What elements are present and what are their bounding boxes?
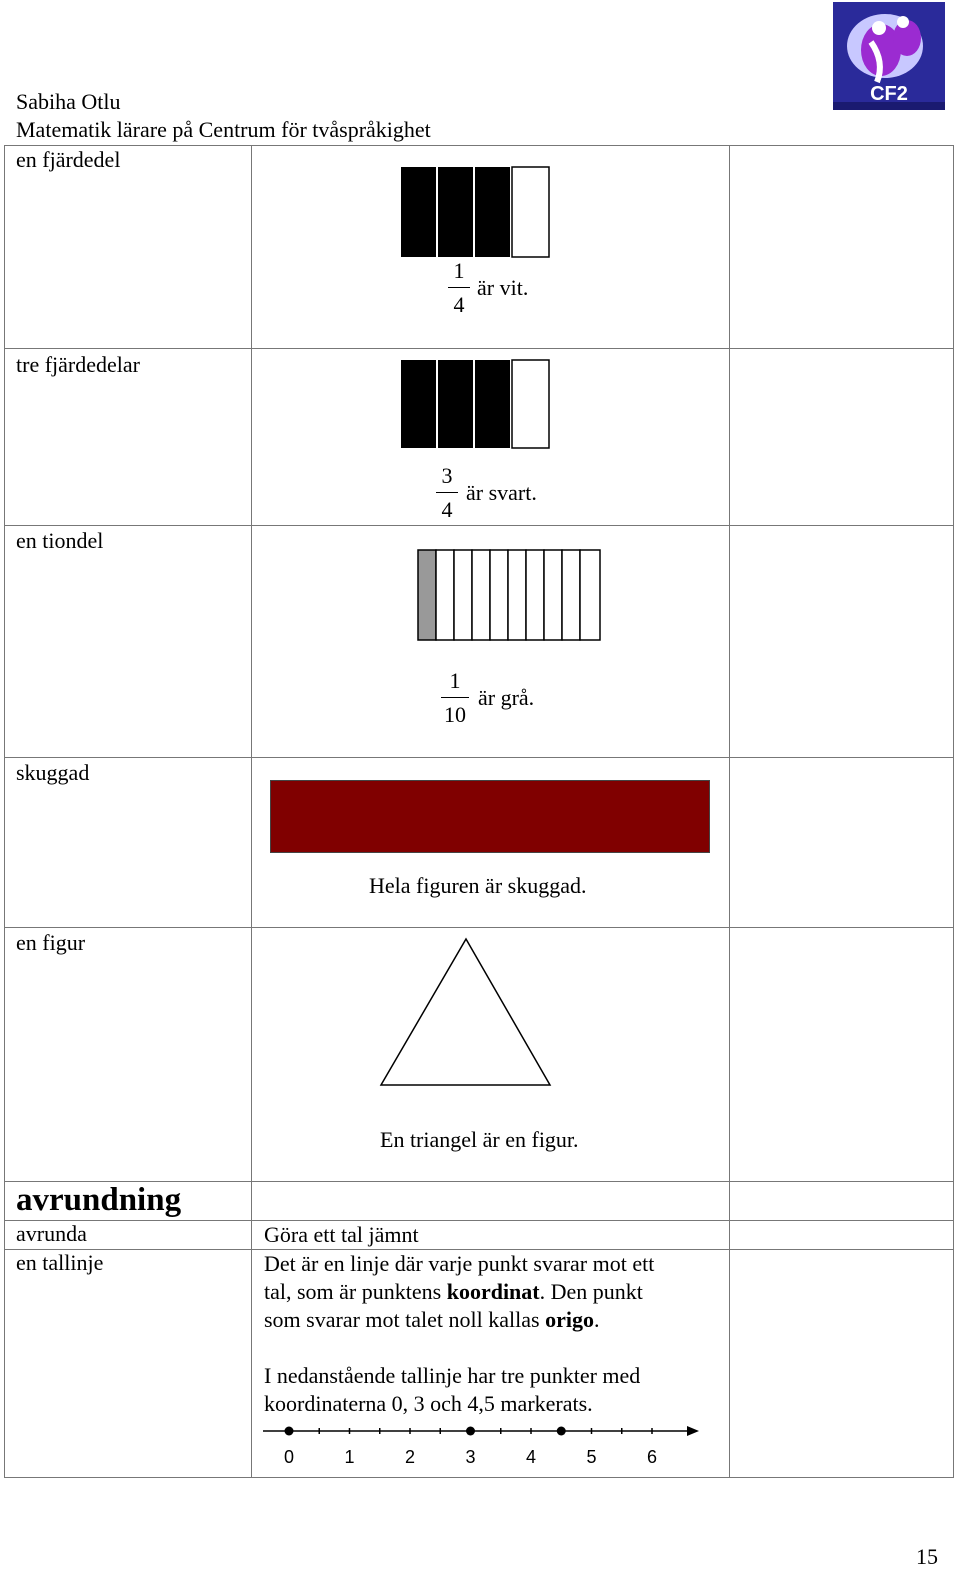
row-divider (4, 757, 954, 758)
column-divider (251, 145, 252, 1478)
three-quarters-black-figure (399, 358, 551, 450)
number-line-label: 1 (344, 1447, 355, 1467)
keyword-koordinat: koordinat (446, 1279, 540, 1304)
triangle-figure (378, 937, 554, 1089)
author-header (16, 88, 431, 144)
caption-ar-vit: är vit. (477, 275, 529, 300)
definition-line: I nedanstående tallinje har tre punkter med (264, 1363, 641, 1388)
cf2-logo (833, 2, 945, 110)
page-number: 15 (916, 1544, 938, 1569)
definition-line: Det är en linje där varje punkt svarar mot ett (264, 1251, 655, 1276)
term-skuggad: skuggad (16, 760, 90, 785)
definition-avrunda: Göra ett tal jämnt (264, 1222, 419, 1247)
caption-triangel: En triangel är en figur. (380, 1127, 579, 1152)
term-en-tiondel: en tiondel (16, 528, 104, 553)
row-divider (4, 348, 954, 349)
arrow-right-icon (687, 1426, 699, 1436)
term-avrunda: avrunda (16, 1221, 87, 1246)
term-en-figur: en figur (16, 930, 86, 955)
column-divider (729, 145, 730, 1478)
fraction-one-quarter: 1 4 (448, 258, 470, 318)
number-line-label: 6 (646, 1447, 658, 1467)
fraction-three-quarters: 3 4 (436, 463, 458, 523)
author-role: Matematik lärare på Centrum för tvåspråkighet (16, 117, 431, 142)
term-en-tallinje: en tallinje (16, 1250, 104, 1275)
term-en-fjardedel: en fjärdedel (16, 147, 121, 172)
definition-line: koordinaterna 0, 3 och 4,5 markerats. (264, 1391, 593, 1416)
definition-line: tal, som är punktens koordinat. Den punkt (264, 1279, 643, 1304)
fraction-one-tenth: 1 10 (441, 668, 469, 728)
vocabulary-table (4, 145, 954, 1478)
number-line-label: 5 (586, 1447, 597, 1467)
term-tre-fjardedelar: tre fjärdedelar (16, 352, 140, 377)
number-line-label: 2 (404, 1447, 416, 1467)
definition-line: som svarar mot talet noll kallas origo. (264, 1307, 600, 1332)
logo-text: CF2 (870, 83, 908, 105)
caption-ar-gra: är grå. (478, 685, 535, 710)
keyword-origo: origo (545, 1307, 594, 1332)
author-name: Sabiha Otlu (16, 89, 121, 114)
number-line-point (557, 1427, 566, 1436)
caption-ar-svart: är svart. (466, 480, 537, 505)
number-line-point (285, 1427, 294, 1436)
number-line (259, 1421, 704, 1471)
number-line-label: 0 (283, 1447, 295, 1467)
quarter-white-figure (399, 165, 551, 259)
number-line-point (466, 1427, 475, 1436)
row-divider (4, 525, 954, 526)
section-heading-avrundning: avrundning (16, 1182, 182, 1218)
number-line-label: 4 (525, 1447, 537, 1467)
number-line-label: 3 (465, 1447, 476, 1467)
caption-hela-figuren: Hela figuren är skuggad. (369, 873, 587, 898)
tenth-gray-figure (417, 549, 603, 643)
definition-tallinje (264, 1250, 724, 1418)
shaded-rectangle (270, 780, 710, 853)
row-divider (4, 927, 954, 928)
